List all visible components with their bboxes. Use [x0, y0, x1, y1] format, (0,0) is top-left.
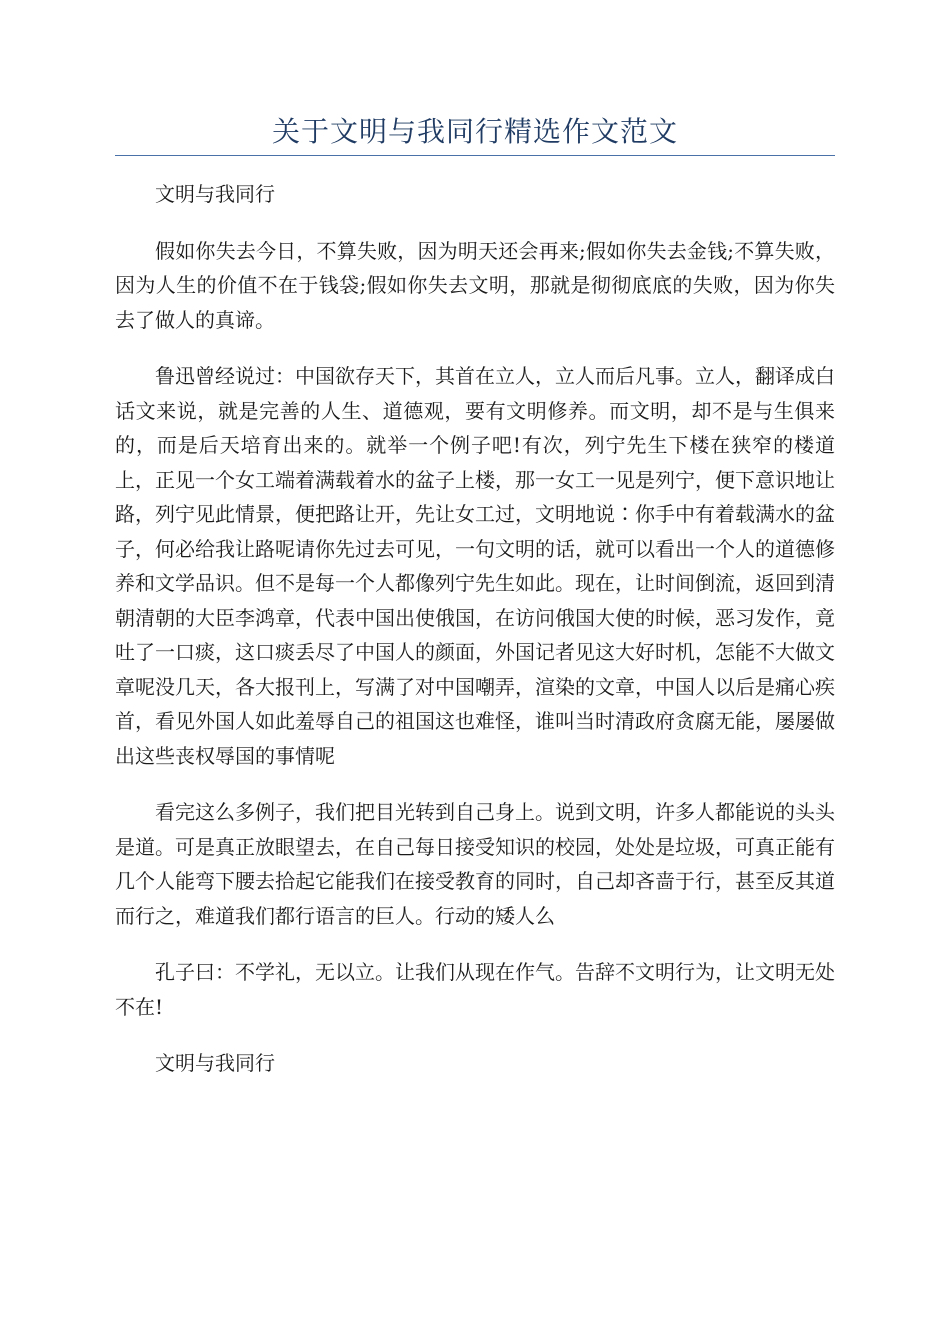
document-title: 关于文明与我同行精选作文范文 — [271, 115, 678, 148]
heading-paragraph: 文明与我同行 — [155, 182, 275, 206]
document-body — [115, 177, 835, 1103]
body-paragraph: 孔子曰：不学礼，无以立。让我们从现在作气。告辞不文明行为，让文明无处不在! — [115, 960, 835, 1019]
heading-paragraph: 文明与我同行 — [155, 1051, 275, 1075]
body-paragraph: 鲁迅曾经说过：中国欲存天下，其首在立人，立人而后凡事。立人，翻译成白话文来说，就是完善的人生、道德观，要有文明修养。而文明，却不是与生俱来的，而是后天培育出来的。就举一个例子吧!有次，列宁先生下楼在狭窄的楼道上，正见一个女工端着满载着水的盆子上楼，那一女工一见是列宁，便下意识地让路，列宁见此情景，便把路让开，先让女工过，文明地说∶你手中有着载满水的盆子，何必给我让路呢请你先过去可见，一句文明的话，就可以看出一个人的道德修养和文学品识。但不是每一个人都像列宁先生如此。现在，让时间倒流，返回到清朝清朝的大臣李鸿章，代表中国出使俄国，在访问俄国大使的时候，恶习发作，竟吐了一口痰，这口痰丢尽了中国人的颜面，外国记者见这大好时机，怎能不大做文章呢没几天，各大报刊上，写满了对中国嘲弄，渲染的文章，中国人以后是痛心疾首，看见外国人如此羞辱自己的祖国这也难怪，谁叫当时清政府贪腐无能，屡屡做出这些丧权辱国的事情呢 — [115, 364, 835, 768]
body-paragraph: 假如你失去今日，不算失败，因为明天还会再来;假如你失去金钱;不算失败，因为人生的价值不在于钱袋;假如你失去文明，那就是彻彻底底的失败，因为你失去了做人的真谛。 — [115, 238, 835, 332]
body-paragraph: 看完这么多例子，我们把目光转到自己身上。说到文明，许多人都能说的头头是道。可是真正放眼望去，在自己每日接受知识的校园，处处是垃圾，可真正能有几个人能弯下腰去拾起它能我们在接受教育的同时，自己却吝啬于行，甚至反其道而行之，难道我们都行语言的巨人。行动的矮人么 — [115, 800, 835, 928]
title-underline — [115, 155, 835, 156]
